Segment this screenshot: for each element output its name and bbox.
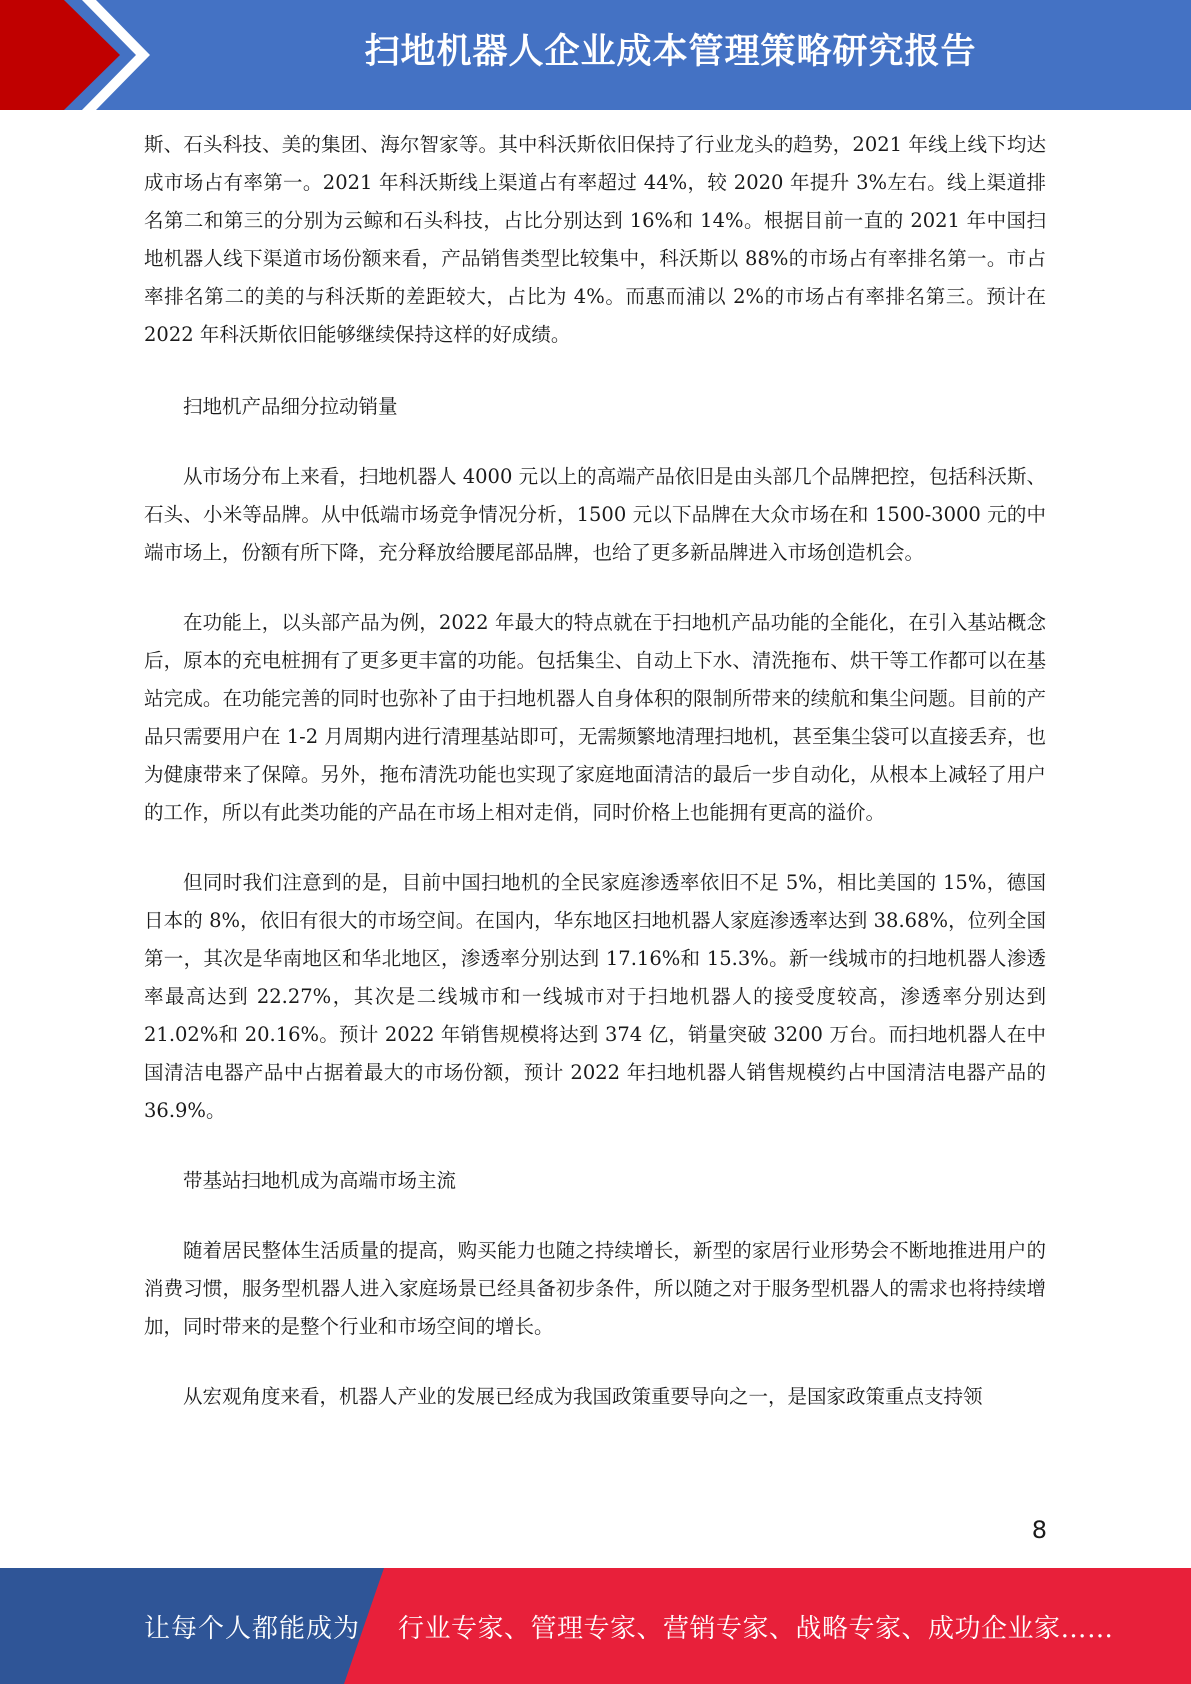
section-heading-base-station: 带基站扫地机成为高端市场主流 bbox=[183, 1169, 457, 1192]
report-body bbox=[144, 126, 1046, 1448]
paragraph-macro-policy: 从宏观角度来看，机器人产业的发展已经成为我国政策重要导向之一，是国家政策重点支持领 bbox=[183, 1385, 983, 1408]
paragraph-market-distribution: 从市场分布上来看，扫地机器人 4000 元以上的高端产品依旧是由头部几个品牌把控，包括科沃斯、石头、小米等品牌。从中低端市场竞争情况分析，1500 元以下品牌在大众市场在和 1500-3000 元的中端市场上，份额有所下降，充分释放给腰尾部品牌，也给了更多新品牌进入市场创造机会。 bbox=[144, 465, 1046, 564]
footer-slogan-left: 让每个人都能成为 bbox=[144, 1614, 361, 1644]
paragraph-penetration-rate: 但同时我们注意到的是，目前中国扫地机的全民家庭渗透率依旧不足 5%，相比美国的 15%，德国日本的 8%，依旧有很大的市场空间。在国内，华东地区扫地机器人家庭渗透率达到 38.68%，位列全国第一，其次是华南地区和华北地区，渗透率分别达到 17.16%和 15.3%。新一线城市的扫地机器人渗透率最高达到 22.27%，其次是二线城市和一线城市对于扫地机器人的接受度较高，渗透率分别达到 21.02%和 20.16%。预计 2022 年销售规模将达到 374 亿，销量突破 3200 万台。而扫地机器人在中国清洁电器产品中占据着最大的市场份额，预计 2022 年扫地机器人销售规模约占中国清洁电器产品的 36.9%。 bbox=[144, 871, 1046, 1122]
footer-slogan-right: 行业专家、管理专家、营销专家、战略专家、成功企业家…… bbox=[398, 1614, 1114, 1644]
page-footer bbox=[0, 1568, 1191, 1684]
page-number: 8 bbox=[1031, 1516, 1047, 1544]
report-title: 扫地机器人企业成本管理策略研究报告 bbox=[364, 32, 977, 72]
paragraph-consumption-growth: 随着居民整体生活质量的提高，购买能力也随之持续增长，新型的家居行业形势会不断地推进用户的消费习惯，服务型机器人进入家庭场景已经具备初步条件，所以随之对于服务型机器人的需求也将持续增加，同时带来的是整个行业和市场空间的增长。 bbox=[144, 1239, 1046, 1338]
paragraph-market-share: 斯、石头科技、美的集团、海尔智家等。其中科沃斯依旧保持了行业龙头的趋势，2021 年线上线下均达成市场占有率第一。2021 年科沃斯线上渠道占有率超过 44%，较 2020 年提升 3%左右。线上渠道排名第二和第三的分别为云鲸和石头科技，占比分别达到 16%和 14%。根据目前一直的 2021 年中国扫地机器人线下渠道市场份额来看，产品销售类型比较集中，科沃斯以 88%的市场占有率排名第一。市占率排名第二的美的与科沃斯的差距较大，占比为 4%。而惠而浦以 2%的市场占有率排名第三。预计在 2022 年科沃斯依旧能够继续保持这样的好成绩。 bbox=[144, 133, 1046, 346]
paragraph-functionality: 在功能上，以头部产品为例，2022 年最大的特点就在于扫地机产品功能的全能化，在引入基站概念后，原本的充电桩拥有了更多更丰富的功能。包括集尘、自动上下水、清洗拖布、烘干等工作都可以在基站完成。在功能完善的同时也弥补了由于扫地机器人自身体积的限制所带来的续航和集尘问题。目前的产品只需要用户在 1-2 月周期内进行清理基站即可，无需频繁地清理扫地机，甚至集尘袋可以直接丢弃，也为健康带来了保障。另外，拖布清洗功能也实现了家庭地面清洁的最后一步自动化，从根本上减轻了用户的工作，所以有此类功能的产品在市场上相对走俏，同时价格上也能拥有更高的溢价。 bbox=[144, 611, 1046, 824]
section-heading-product-segmentation: 扫地机产品细分拉动销量 bbox=[183, 395, 398, 418]
page-header bbox=[0, 0, 1191, 110]
